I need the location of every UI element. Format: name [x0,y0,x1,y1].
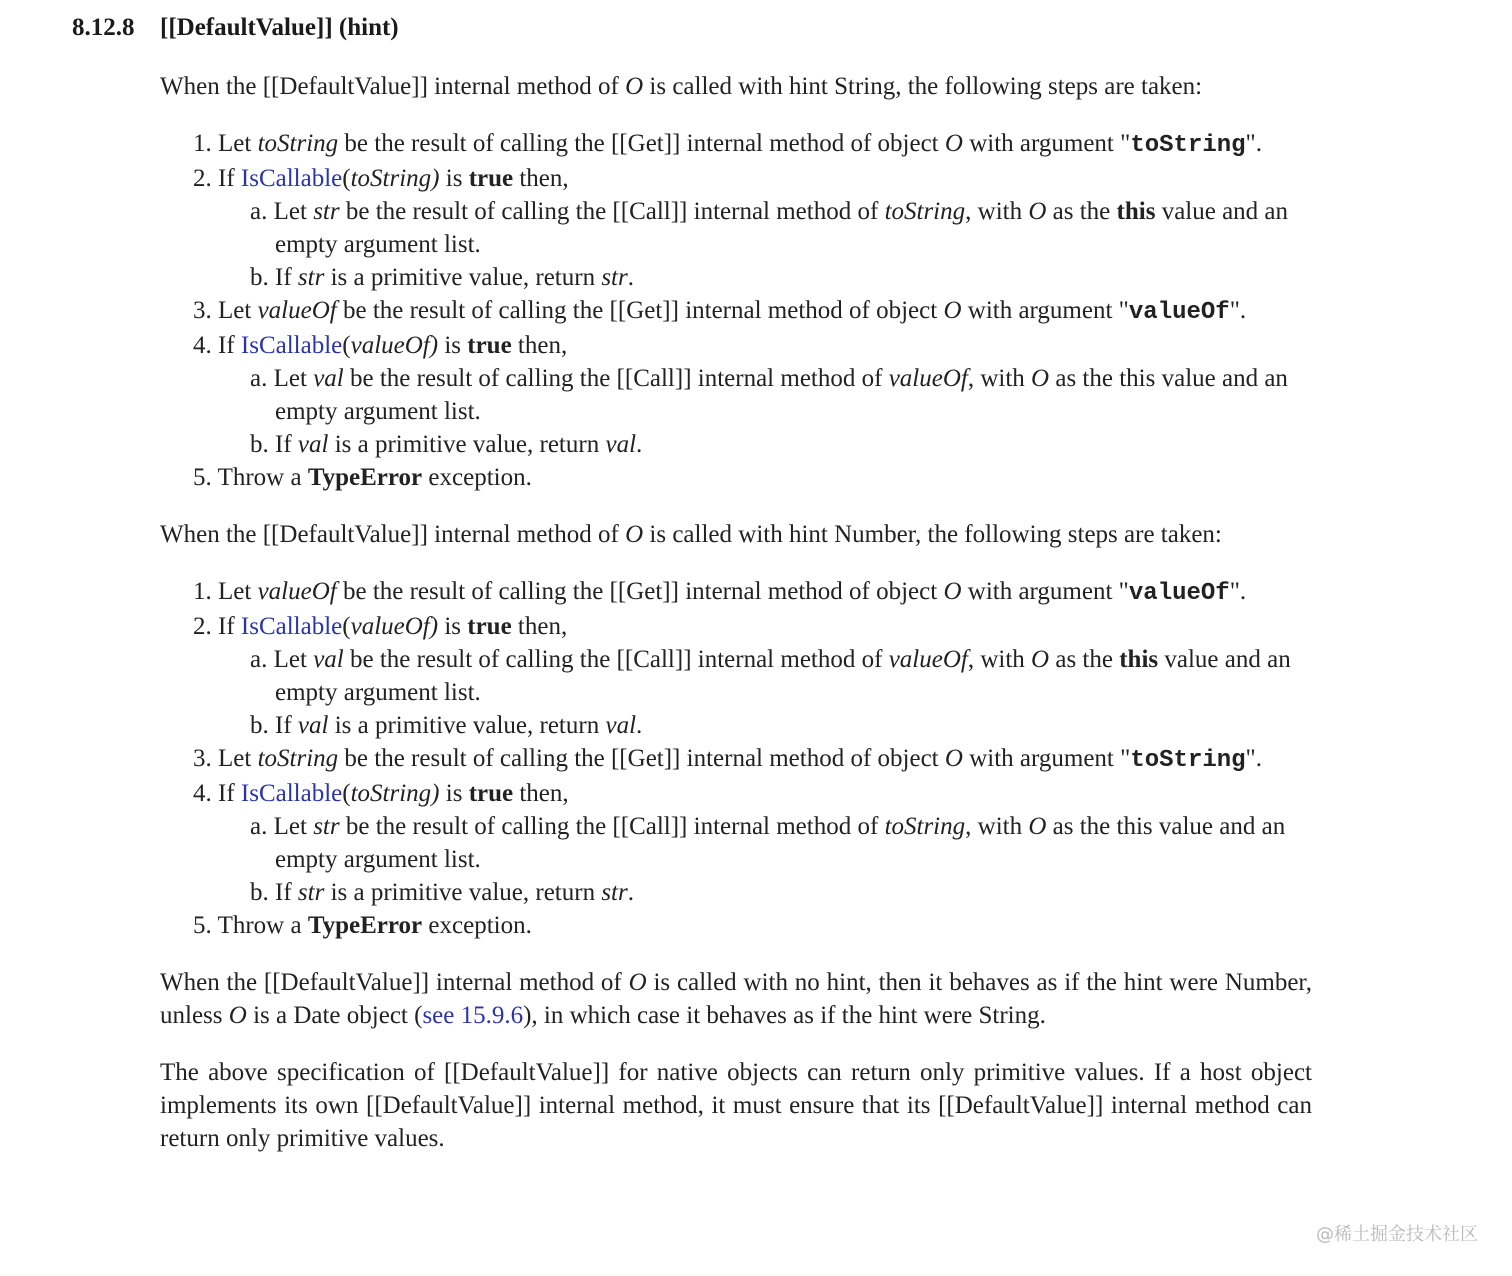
step-1: 1. Let toString be the result of calling the [[Get]] internal method of object O with argument "toString". [193,130,1263,159]
step-3: 3. Let valueOf be the result of calling the [[Get]] internal method of object O with argument "valueOf". [193,297,1247,326]
step-2a: a. Let str be the result of calling the [[Call]] internal method of toString, with O as the this value and an empty argument list. [250,198,1289,258]
section-title: [[DefaultValue]] (hint) [160,14,399,41]
step-4: 4. If IsCallable(valueOf) is true then, [193,332,568,359]
step-4b: b. If str is a primitive value, return str. [250,879,634,906]
steps-hint-string [160,127,1312,494]
step-3: 3. Let toString be the result of calling the [[Get]] internal method of object O with argument "toString". [193,745,1263,774]
iscallable-link[interactable]: IsCallable [240,332,343,359]
watermark: @稀土掘金技术社区 [1316,1224,1478,1245]
steps-hint-number [160,575,1312,942]
step-2b: b. If str is a primitive value, return str. [250,264,634,291]
step-4b: b. If val is a primitive value, return val. [250,431,643,458]
step-2: 2. If IsCallable(valueOf) is true then, [193,613,568,640]
step-5: 5. Throw a TypeError exception. [193,464,532,491]
intro-hint-number: When the [[DefaultValue]] internal method of O is called with hint Number, the following steps are taken: [160,521,1222,548]
section-heading [72,14,399,42]
step-1: 1. Let valueOf be the result of calling the [[Get]] internal method of object O with argument "valueOf". [193,578,1247,607]
step-4a: a. Let val be the result of calling the [[Call]] internal method of valueOf, with O as the this value and an empty argument list. [250,365,1288,425]
step-4: 4. If IsCallable(toString) is true then, [193,780,569,807]
step-5: 5. Throw a TypeError exception. [193,912,532,939]
spec-content [160,70,1312,1179]
host-object-paragraph: The above specification of [[DefaultValue]] for native objects can return only primitive values. If a host object implements its own [[DefaultValue]] internal method, it must ensure that its [[DefaultValue]] internal method can return only primitive values. [160,1059,1312,1152]
iscallable-link[interactable]: IsCallable [240,165,343,192]
step-4a: a. Let str be the result of calling the [[Call]] internal method of toString, with O as the this value and an empty argument list. [250,813,1286,873]
no-hint-paragraph: When the [[DefaultValue]] internal method of O is called with no hint, then it behaves as if the hint were Number, unless O is a Date object (see 15.9.6), in which case it behaves as if the hint were String. [160,969,1312,1029]
see-section-link[interactable]: see 15.9.6 [422,1002,524,1029]
step-2: 2. If IsCallable(toString) is true then, [193,165,569,192]
step-2b: b. If val is a primitive value, return val. [250,712,643,739]
intro-hint-string: When the [[DefaultValue]] internal method of O is called with hint String, the following steps are taken: [160,73,1203,100]
step-2a: a. Let val be the result of calling the [[Call]] internal method of valueOf, with O as the this value and an empty argument list. [250,646,1291,706]
section-number: 8.12.8 [72,14,135,41]
iscallable-link[interactable]: IsCallable [240,780,343,807]
iscallable-link[interactable]: IsCallable [240,613,343,640]
